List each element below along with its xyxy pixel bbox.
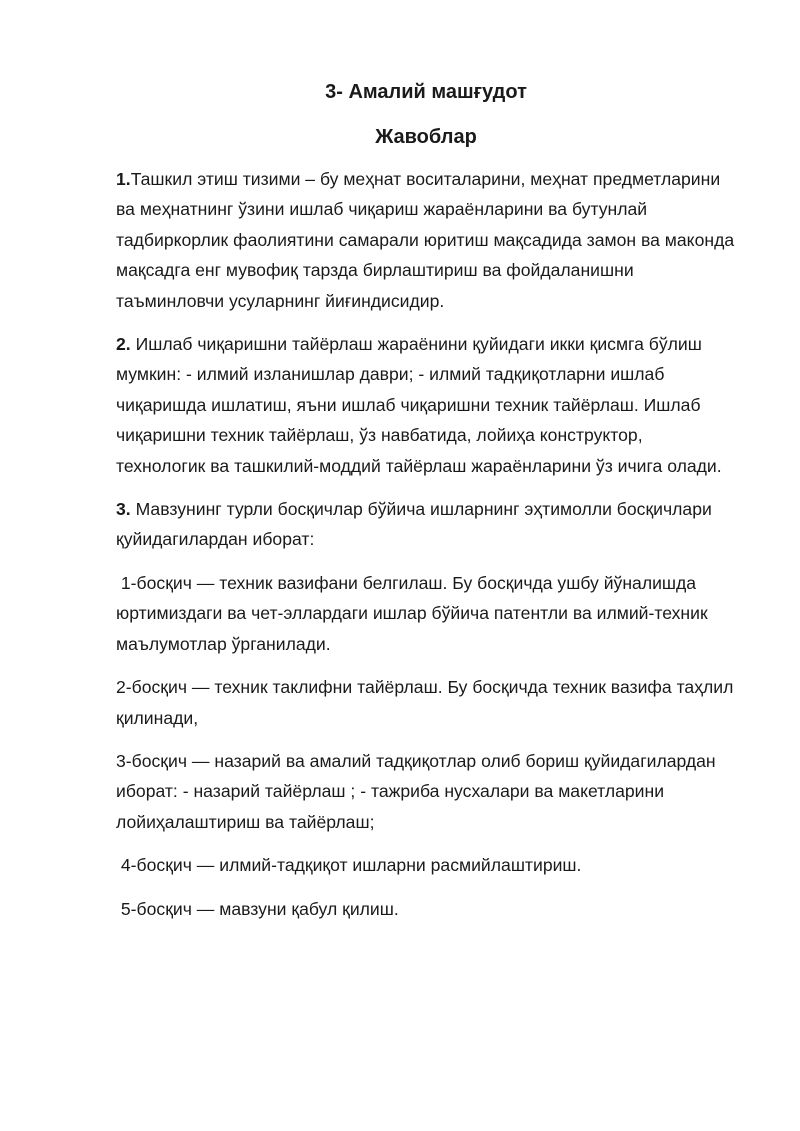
paragraph-text: 2-босқич — техник таклифни тайёрлаш. Бу босқичда техник вазифа таҳлил қилинади, [116, 677, 739, 728]
answer-paragraph-2 [116, 329, 736, 481]
paragraph-text: Ташкил этиш тизими – бу меҳнат воситаларини, меҳнат предметларини ва меҳнатнинг ўзини ишлаб чиқариш жараёнларини ва бутунлай тадбиркорлик фаолиятини самарали юритиш мақсадида замон ва маконда мақсадга енг мувофиқ тарзда бирлаштириш ва фойдаланишни таъминловчи усуларнинг йиғиндисидир. [116, 169, 744, 311]
paragraph-text: Мавзунинг турли босқичлар бўйича ишларнинг эҳтимолли босқичлари қуйидагилардан иборат: [116, 499, 717, 550]
paragraph-text: Ишлаб чиқаришни тайёрлаш жараёнини қуйидаги икки қисмга бўлиш мумкин: - илмий изланишлар даври; - илмий тадқиқотларни ишлаб чиқаришда ишлатиш, яъни ишлаб чиқаришни техник тайёрлаш. Ишлаб чиқаришни техник тайёрлаш, ўз навбатида, лойиҳа конструктор, технологик ва ташкилий-моддий тайёрлаш жараёнларини ўз ичига олади. [116, 334, 722, 476]
paragraph-number: 3. [116, 499, 131, 520]
stage-4-paragraph [116, 850, 736, 880]
document-title: 3- Амалий машғудот [325, 81, 527, 103]
paragraph-text: 3-босқич — назарий ва амалий тадқиқотлар олиб бориш қуйидагилардан иборат: - назарий тайёрлаш ; - тажриба нусхалари ва макетларини лойиҳалаштириш ва тайёрлаш; [116, 750, 721, 832]
stage-5-paragraph [116, 894, 736, 924]
document-page [116, 78, 744, 937]
stage-3-paragraph [116, 746, 736, 837]
answer-paragraph-1 [116, 164, 744, 316]
paragraph-text: 5-босқич — мавзуни қабул қилиш. [116, 898, 399, 919]
answer-paragraph-3 [116, 494, 736, 555]
paragraph-number: 1. [116, 169, 131, 189]
paragraph-text: 4-босқич — илмий-тадқиқот ишларни расмийлаштириш. [116, 855, 582, 876]
paragraph-text: 1-босқич — техник вазифани белгилаш. Бу босқичда ушбу йўналишда юртимиздаги ва чет-эллардаги ишлар бўйича патентли ва илмий-техник маълумотлар ўрганилади. [116, 572, 713, 654]
stage-1-paragraph [116, 568, 736, 659]
document-subtitle: Жавоблар [375, 126, 477, 148]
paragraph-number: 2. [116, 334, 131, 355]
stage-2-paragraph [116, 672, 739, 733]
